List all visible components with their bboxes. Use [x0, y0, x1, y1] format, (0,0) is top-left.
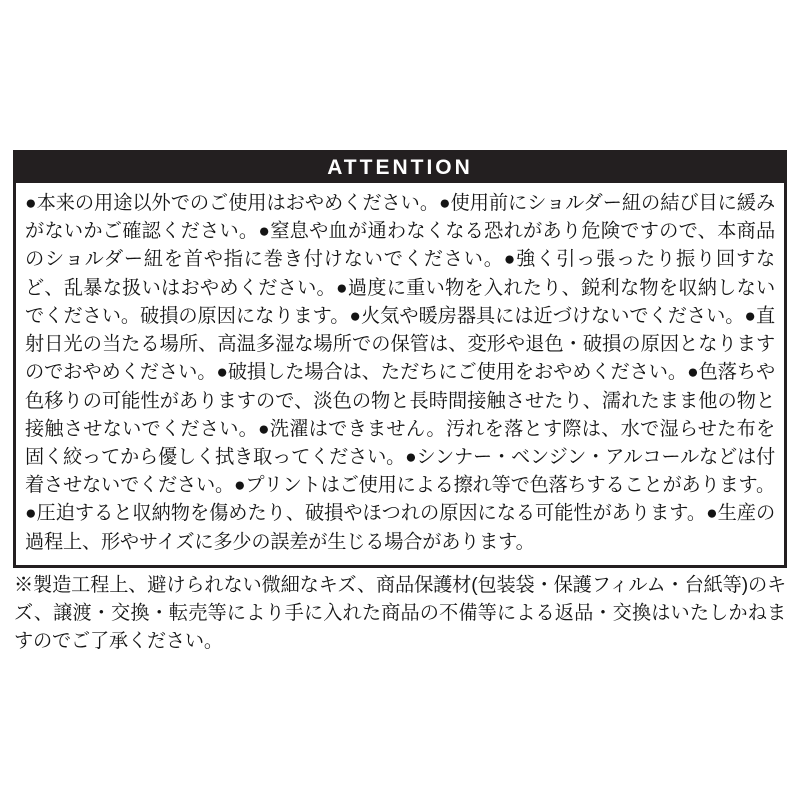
attention-body-text: ●本来の用途以外でのご使用はおやめください。●使用前にショルダー紐の結び目に緩みがないかご確認ください。●窒息や血が通わなくなる恐れがあり危険ですので、本商品のショルダー紐を首や指に巻き付けないでください。●強く引っ張ったり振り回すなど、乱暴な扱いはおやめください。●過度に重い物を入れたり、鋭利な物を収納しないでください。破損の原因になります。●火気や暖房器具には近づけないでください。●直射日光の当たる場所、高温多湿な場所での保管は、変形や退色・破損の原因となりますのでおやめください。●破損した場合は、ただちにご使用をおやめください。●色落ちや色移りの可能性がありますので、淡色の物と長時間接触させたり、濡れたまま他の物と接触させないでください。●洗濯はできません。汚れを落とす際は、水で湿らせた布を固く絞ってから優しく拭き取ってください。●シンナー・ベンジン・アルコールなどは付着させないでください。●プリントはご使用による擦れ等で色落ちすることがあります。●圧迫すると収納物を傷めたり、破損やほつれの原因になる可能性があります。●生産の過程上、形やサイズに多少の誤差が生じる場合があります。 — [25, 193, 775, 553]
attention-heading: ATTENTION — [16, 153, 784, 183]
footnote-text: ※製造工程上、避けられない微細なキズ、商品保護材(包装袋・保護フィルム・台紙等)のキズ、譲渡・交換・転売等により手に入れた商品の不備等による返品・交換はいたしかねますのでご了承ください。 — [14, 575, 786, 653]
attention-box — [13, 150, 787, 568]
